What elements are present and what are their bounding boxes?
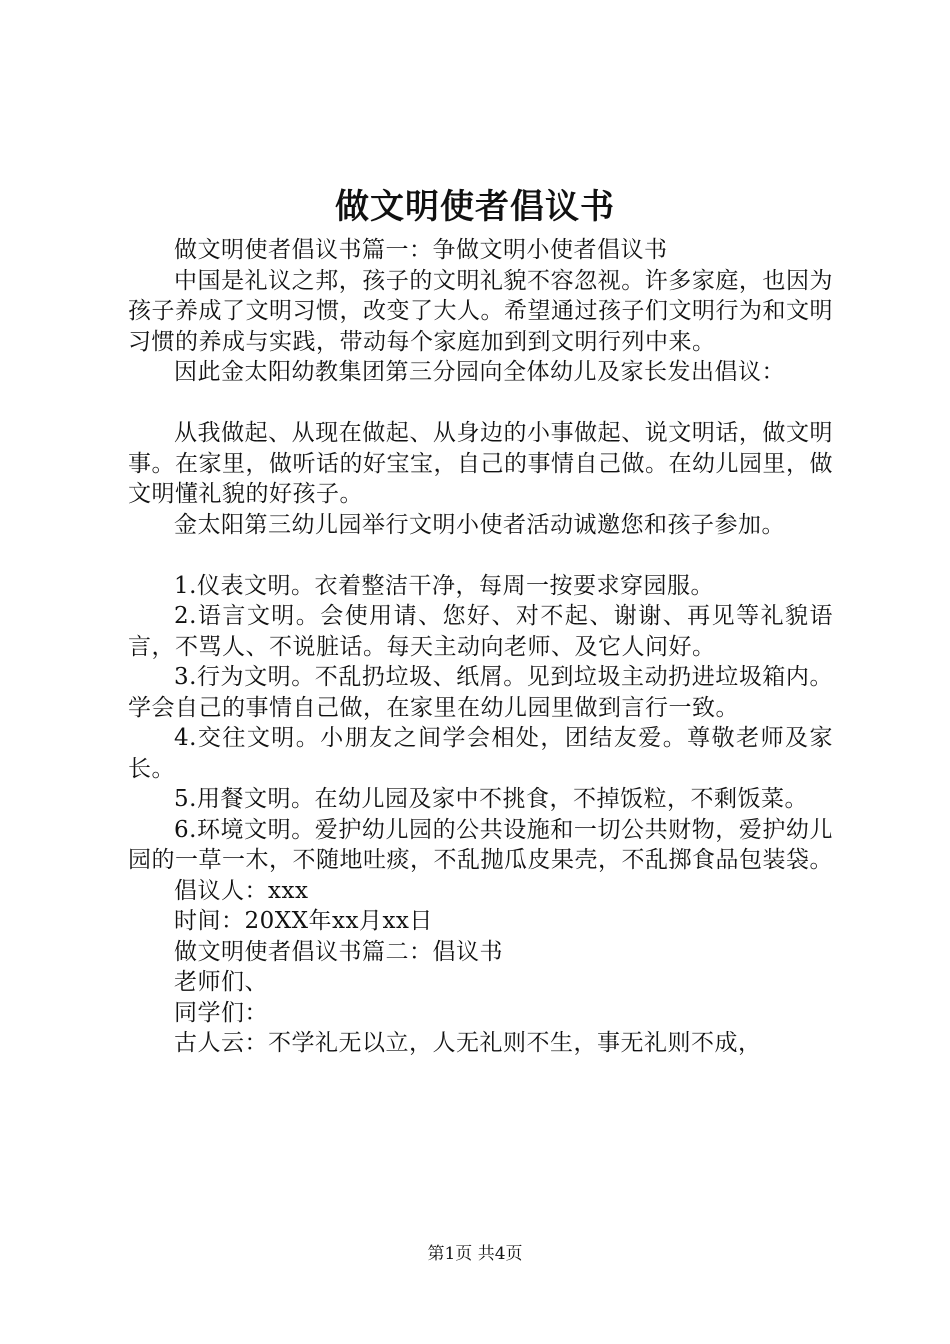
list-item-6: 6.环境文明。爱护幼儿园的公共设施和一切公共财物，爱护幼儿园的一草一木，不随地吐痰，不乱抛瓜皮果壳，不乱掷食品包装袋。 — [128, 816, 833, 873]
salutation-teachers: 老师们、 — [174, 969, 268, 995]
document-body — [128, 235, 833, 1059]
list-item-3: 3.行为文明。不乱扔垃圾、纸屑。见到垃圾主动扔进垃圾箱内。学会自己的事情自己做，在家里在幼儿园里做到言行一致。 — [128, 664, 833, 721]
paragraph-invitation: 金太阳第三幼儿园举行文明小使者活动诚邀您和孩子参加。 — [174, 511, 785, 538]
paragraph-start-from-me: 从我做起、从现在做起、从身边的小事做起、说文明话，做文明事。在家里，做听话的好宝宝，自己的事情自己做。在幼儿园里，做文明懂礼貌的好孩子。 — [128, 420, 833, 507]
date-line: 时间：20XX年xx月xx日 — [174, 908, 433, 934]
paragraph-intro: 中国是礼议之邦，孩子的文明礼貌不容忽视。许多家庭，也因为孩子养成了文明习惯，改变了大人。希望通过孩子们文明行为和文明习惯的养成与实践，带动每个家庭加到到文明行列中来。 — [128, 267, 833, 355]
paragraph-subtitle-2: 做文明使者倡议书篇二：倡议书 — [174, 938, 503, 965]
list-item-1: 1.仪表文明。衣着整洁干净，每周一按要求穿园服。 — [174, 572, 714, 599]
paragraph-subtitle-1: 做文明使者倡议书篇一：争做文明小使者倡议书 — [174, 237, 668, 263]
list-item-2: 2.语言文明。会使用请、您好、对不起、谢谢、再见等礼貌语言，不骂人、不说脏话。每天主动向老师、及它人问好。 — [128, 603, 833, 660]
blank-line — [128, 540, 833, 571]
paragraph-ancient-saying: 古人云：不学礼无以立，人无礼则不生，事无礼则不成， — [174, 1030, 762, 1056]
blank-line — [128, 388, 833, 419]
document-title: 做文明使者倡议书 — [335, 187, 615, 227]
paragraph-initiative: 因此金太阳幼教集团第三分园向全体幼儿及家长发出倡议： — [174, 359, 785, 385]
salutation-students: 同学们： — [174, 999, 268, 1026]
proposer-line: 倡议人：xxx — [174, 877, 309, 904]
list-item-4: 4.交往文明。小朋友之间学会相处，团结友爱。尊敬老师及家长。 — [128, 725, 833, 782]
page-number: 第1页 共4页 — [427, 1244, 523, 1264]
list-item-5: 5.用餐文明。在幼儿园及家中不挑食，不掉饭粒，不剩饭菜。 — [174, 786, 808, 812]
